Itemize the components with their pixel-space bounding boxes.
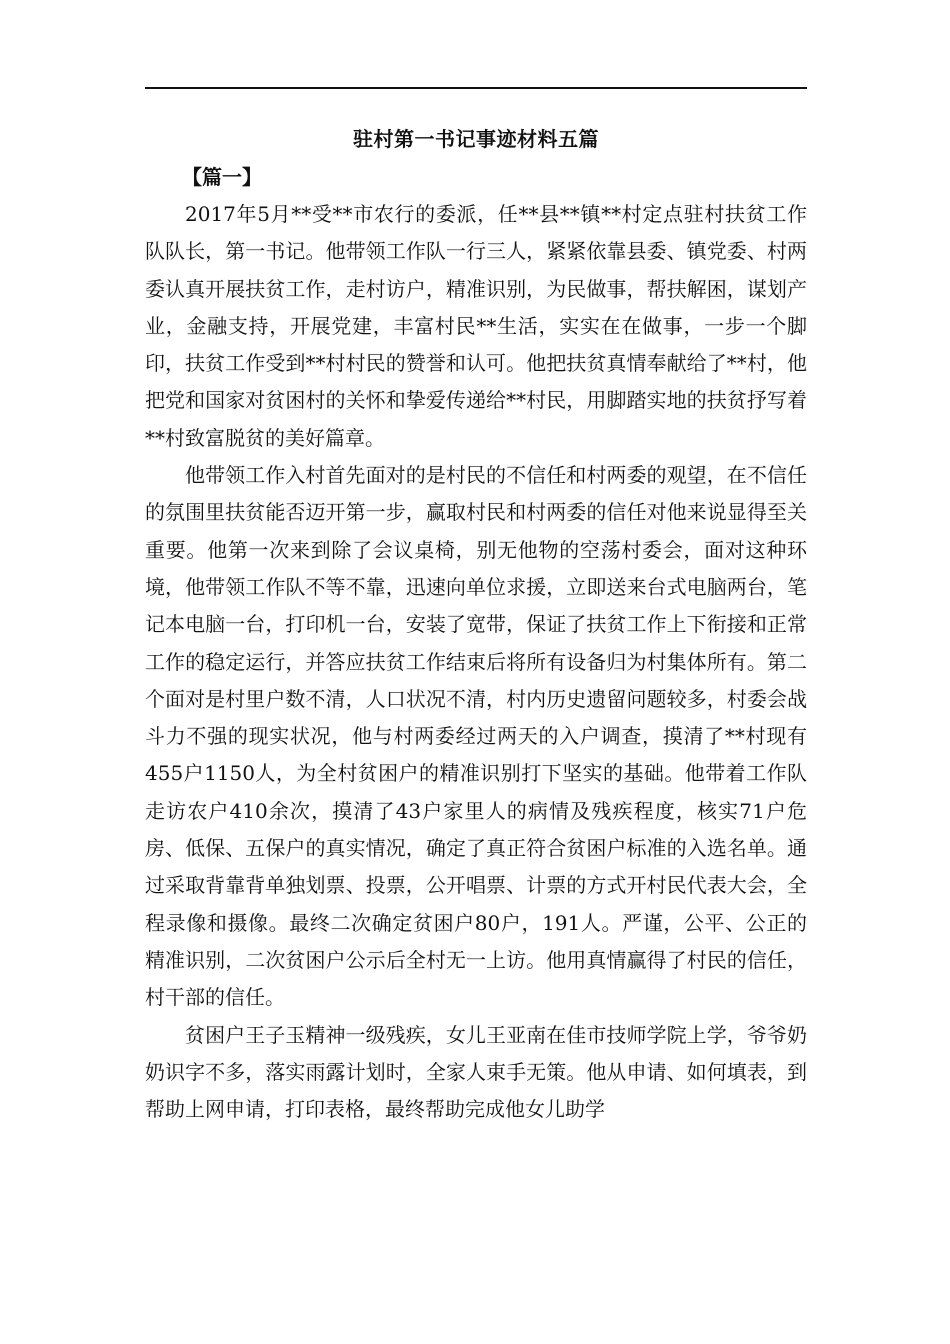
paragraph: 2017年5月**受**市农行的委派，任**县**镇**村定点驻村扶贫工作队队长，第一书记。他带领工作队一行三人，紧紧依靠县委、镇党委、村两委认真开展扶贫工作，走村访户，精准识别，为民做事，帮扶解困，谋划产业，金融支持，开展党建，丰富村民**生活，实实在在做事，一步一个脚印，扶贫工作受到**村村民的赞誉和认可。他把扶贫真情奉献给了**村，他把党和国家对贫困村的关怀和挚爱传递给**村民，用脚踏实地的扶贫抒写着**村致富脱贫的美好篇章。: [145, 202, 807, 450]
section-label: 【篇一】: [182, 165, 262, 189]
document-title: 驻村第一书记事迹材料五篇: [353, 127, 599, 151]
paragraph: 他带领工作入村首先面对的是村民的不信任和村两委的观望，在不信任的氛围里扶贫能否迈开第一步，赢取村民和村两委的信任对他来说显得至关重要。他第一次来到除了会议桌椅，别无他物的空荡村委会，面对这种环境，他带领工作队不等不靠，迅速向单位求援，立即送来台式电脑两台，笔记本电脑一台，打印机一台，安装了宽带，保证了扶贫工作上下衔接和正常工作的稳定运行，并答应扶贫工作结束后将所有设备归为村集体所有。第二个面对是村里户数不清，人口状况不清，村内历史遗留问题较多，村委会战斗力不强的现实状况，他与村两委经过两天的入户调查，摸清了**村现有455户1150人，为全村贫困户的精准识别打下坚实的基础。他带着工作队走访农户410余次，摸清了43户家里人的病情及残疾程度，核实71户危房、低保、五保户的真实情况，确定了真正符合贫困户标准的入选名单。通过采取背靠背单独划票、投票，公开唱票、计票的方式开村民代表大会，全程录像和摄像。最终二次确定贫困户80户，191人。严谨，公平、公正的精准识别，二次贫困户公示后全村无一上访。他用真情赢得了村民的信任，村干部的信任。: [145, 463, 807, 1010]
header-rule: [145, 87, 807, 89]
paragraph: 贫困户王子玉精神一级残疾，女儿王亚南在佳市技师学院上学，爷爷奶奶识字不多，落实雨露计划时，全家人束手无策。他从申请、如何填表，到帮助上网申请，打印表格，最终帮助完成他女儿助学: [145, 1022, 807, 1122]
document-body: [145, 196, 807, 1128]
